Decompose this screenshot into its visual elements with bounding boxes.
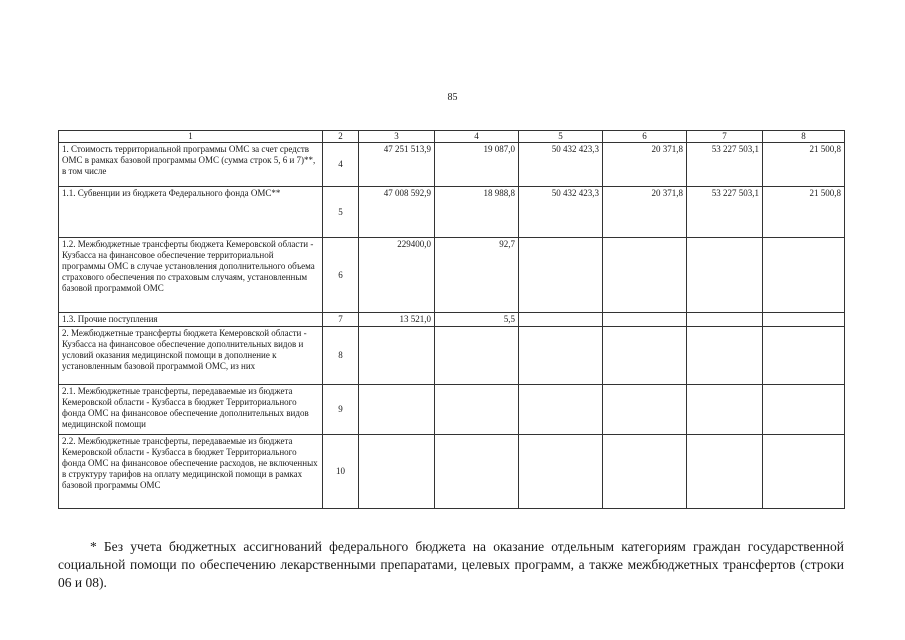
- row-name: 1. Стоимость территориальной программы ОМС за счет средств ОМС в рамках базовой программы ОМС (сумма строк 5, 6 и 7)**, в том числе: [59, 143, 323, 187]
- table-row: [59, 385, 845, 435]
- cell-value: [687, 435, 763, 509]
- cell-value: [603, 327, 687, 385]
- row-name: 1.1. Субвенции из бюджета Федерального фонда ОМС**: [59, 187, 323, 238]
- cell-value: 5,5: [435, 313, 519, 327]
- table-row: [59, 313, 845, 327]
- row-name: 1.3. Прочие поступления: [59, 313, 323, 327]
- table-row: [59, 187, 845, 238]
- cell-value: 20 371,8: [603, 187, 687, 238]
- cell-value: 50 432 423,3: [519, 187, 603, 238]
- column-header: 2: [323, 131, 359, 143]
- cell-value: [359, 327, 435, 385]
- cell-value: [687, 385, 763, 435]
- cell-value: [435, 327, 519, 385]
- row-code: 6: [323, 238, 359, 313]
- cell-value: [519, 385, 603, 435]
- cell-value: 50 432 423,3: [519, 143, 603, 187]
- row-code: 7: [323, 313, 359, 327]
- cell-value: [359, 435, 435, 509]
- cell-value: 21 500,8: [763, 187, 845, 238]
- row-code: 5: [323, 187, 359, 238]
- cell-value: 53 227 503,1: [687, 187, 763, 238]
- cell-value: [519, 238, 603, 313]
- row-code: 10: [323, 435, 359, 509]
- row-name: 2. Межбюджетные трансферты бюджета Кемеровской области - Кузбасса на финансовое обеспечение дополнительных видов и условий оказания медицинской помощи в дополнение к установленным базовой программой ОМС, из них: [59, 327, 323, 385]
- column-header: 6: [603, 131, 687, 143]
- cell-value: [603, 385, 687, 435]
- row-name: 1.2. Межбюджетные трансферты бюджета Кемеровской области - Кузбасса на финансовое обеспечение территориальной программы ОМС в случае установления дополнительного объема страхового обеспечения по страховым случаям, установленным базовой программой ОМС: [59, 238, 323, 313]
- cell-value: [435, 385, 519, 435]
- table-row: [59, 238, 845, 313]
- cell-value: [603, 313, 687, 327]
- cell-value: 19 087,0: [435, 143, 519, 187]
- table-header-row: [59, 131, 845, 143]
- column-header: 7: [687, 131, 763, 143]
- table-row: [59, 435, 845, 509]
- page-number: 85: [447, 92, 458, 103]
- table-row: [59, 327, 845, 385]
- row-code: 4: [323, 143, 359, 187]
- table-row: [59, 143, 845, 187]
- cell-value: 21 500,8: [763, 143, 845, 187]
- cell-value: [687, 327, 763, 385]
- row-name: 2.1. Межбюджетные трансферты, передаваемые из бюджета Кемеровской области - Кузбасса в бюджет Территориального фонда ОМС на финансовое обеспечение дополнительных видов медицинской помощи: [59, 385, 323, 435]
- cell-value: 47 251 513,9: [359, 143, 435, 187]
- cell-value: 229400,0: [359, 238, 435, 313]
- column-header: 1: [59, 131, 323, 143]
- cell-value: [687, 313, 763, 327]
- cell-value: [359, 385, 435, 435]
- cell-value: [687, 238, 763, 313]
- column-header: 3: [359, 131, 435, 143]
- cell-value: [763, 385, 845, 435]
- cell-value: [763, 327, 845, 385]
- column-header: 8: [763, 131, 845, 143]
- cell-value: [519, 327, 603, 385]
- cell-value: 47 008 592,9: [359, 187, 435, 238]
- cell-value: [763, 238, 845, 313]
- cell-value: [519, 435, 603, 509]
- cell-value: [603, 435, 687, 509]
- cell-value: [435, 435, 519, 509]
- cell-value: [603, 238, 687, 313]
- cell-value: 92,7: [435, 238, 519, 313]
- column-header: 5: [519, 131, 603, 143]
- budget-table: [58, 130, 845, 509]
- cell-value: [519, 313, 603, 327]
- cell-value: [763, 313, 845, 327]
- cell-value: 18 988,8: [435, 187, 519, 238]
- footnote: * Без учета бюджетных ассигнований федерального бюджета на оказание отдельным категориям граждан государственной социальной помощи по обеспечению лекарственными препаратами, целевых программ, а также межбюджетных трансфертов (строки 06 и 08).: [58, 539, 844, 590]
- row-code: 9: [323, 385, 359, 435]
- cell-value: 20 371,8: [603, 143, 687, 187]
- row-code: 8: [323, 327, 359, 385]
- cell-value: 53 227 503,1: [687, 143, 763, 187]
- cell-value: [763, 435, 845, 509]
- row-name: 2.2. Межбюджетные трансферты, передаваемые из бюджета Кемеровской области - Кузбасса в бюджет Территориального фонда ОМС на финансовое обеспечение расходов, не включенных в структуру тарифов на оплату медицинской помощи в рамках базовой программы ОМС: [59, 435, 323, 509]
- column-header: 4: [435, 131, 519, 143]
- cell-value: 13 521,0: [359, 313, 435, 327]
